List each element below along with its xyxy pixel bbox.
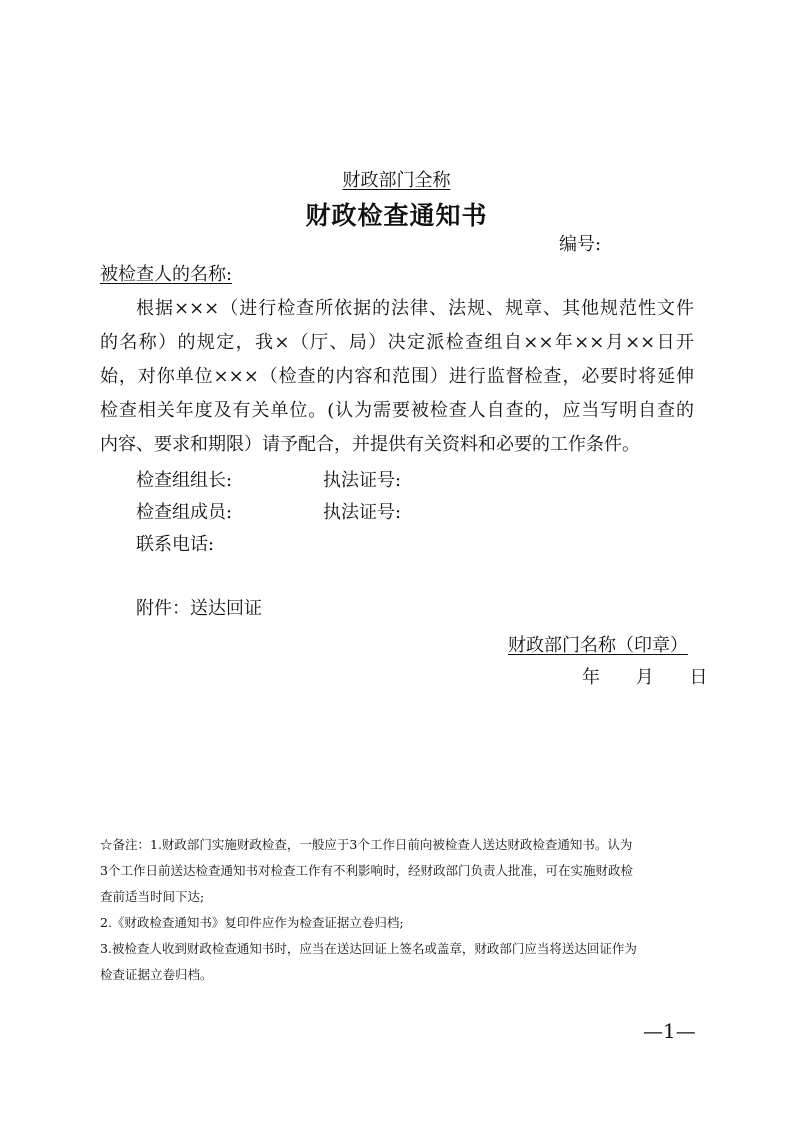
note-line: ☆备注：1.财政部门实施财政检查，一般应于3个工作日前向被检查人送达财政检查通知书。认为: [100, 837, 633, 852]
month-label: 月: [635, 667, 654, 688]
body-line: 内容、要求和期限）请予配合，并提供有关资料和必要的工作条件。: [100, 434, 640, 455]
date-line: [582, 665, 707, 691]
body-line: 根据×××（进行检查所依据的法律、法规、规章、其他规范性文件: [136, 298, 694, 319]
inspection-leader-label: 检查组组长:: [136, 470, 233, 491]
document-number-label: 编号:: [559, 234, 602, 255]
day-label: 日: [689, 667, 708, 688]
contact-phone-label: 联系电话:: [136, 534, 215, 555]
body-line: 检查相关年度及有关单位。(认为需要被检查人自查的，应当写明自查的: [100, 400, 694, 421]
notice-body: [100, 292, 694, 462]
body-line: 的名称）的规定，我×（厅、局）决定派检查组自××年××月××日开: [100, 332, 694, 353]
note-line: 2.《财政检查通知书》复印件应作为检查证据立卷归档;: [100, 915, 404, 930]
document-title: 财政检查通知书: [305, 201, 488, 230]
notes-section: [100, 832, 694, 988]
year-label: 年: [582, 667, 600, 688]
note-line: 检查证据立卷归档。: [100, 967, 213, 982]
note-line: 3.被检查人收到财政检查通知书时，应当在送达回证上签名或盖章，财政部门应当将送达回证作为: [100, 941, 637, 956]
body-line: 始，对你单位×××（检查的内容和范围）进行监督检查，必要时将延伸: [100, 366, 694, 387]
member-certificate-label: 执法证号:: [323, 502, 402, 523]
note-line: 查前适当时间下达;: [100, 889, 205, 904]
department-seal-line: 财政部门名称（印章）: [508, 635, 688, 656]
recipient-name-label: 被检查人的名称:: [100, 264, 233, 285]
page-number: —1—: [643, 1019, 696, 1043]
leader-certificate-label: 执法证号:: [323, 470, 402, 491]
department-full-name: 财政部门全称: [342, 170, 451, 191]
attachment-line: 附件：送达回证: [136, 598, 262, 619]
department-header: [0, 168, 793, 194]
inspection-member-label: 检查组成员:: [136, 502, 233, 523]
note-line: 3个工作日前送达检查通知书对检查工作有不利影响时，经财政部门负责人批准，可在实施财政检: [100, 863, 633, 878]
